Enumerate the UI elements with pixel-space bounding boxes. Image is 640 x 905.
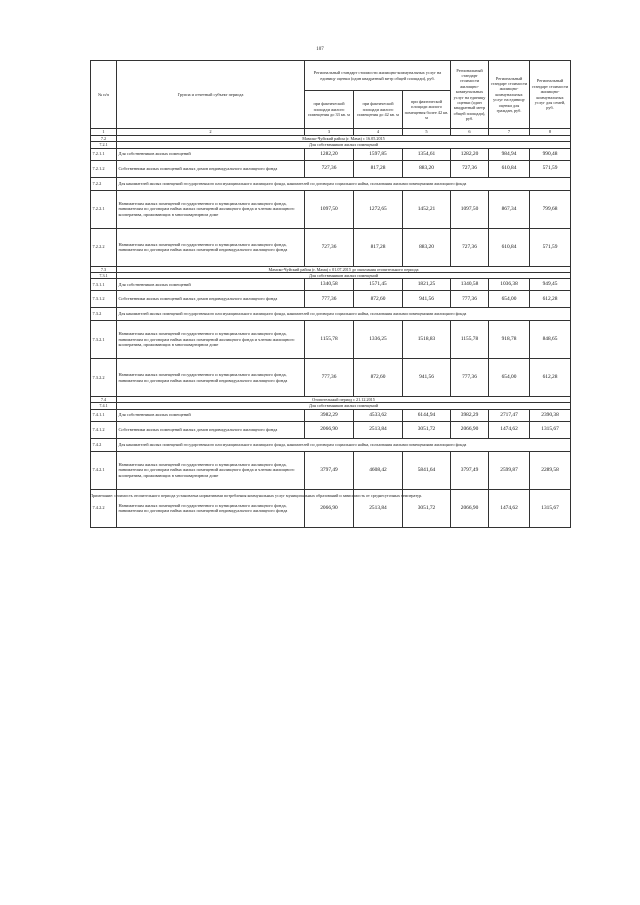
- row-value: 2066,90: [451, 489, 489, 527]
- col-number: 3: [305, 129, 354, 136]
- table-row: [91, 190, 571, 228]
- row-value: 1282,20: [305, 148, 354, 160]
- row-number: 7.3.1.2: [91, 291, 117, 308]
- row-number: 7.2.1.2: [91, 160, 117, 177]
- footnote: Примечание: стоимость отопительного периода установлена нормативами потребления коммунальных услуг муниципальных образований и зависимость от среднесуточных температур.: [90, 493, 423, 498]
- row-number: 7.3.2.2: [91, 359, 117, 397]
- table-row: [91, 451, 571, 489]
- row-number: 7.3.1.1: [91, 279, 117, 291]
- row-number: 7.3.2: [91, 308, 117, 321]
- row-value: 984,94: [489, 148, 530, 160]
- row-description: Нанимателям жилых помещений государственного и муниципального жилищного фонда, нанимателям по договорам найма жилых помещений жилищного фонда и членам жилищного кооператива, проживающих в многоквартирном доме: [117, 321, 305, 359]
- row-number: 7.4.1.1: [91, 409, 117, 421]
- row-number: 7.2: [91, 136, 117, 142]
- column-number-row: [91, 129, 571, 136]
- row-description: Собственники жилых помещений жилых домов индивидуального жилищного фонда: [117, 291, 305, 308]
- row-description: Для собственников жилых помещений: [117, 409, 305, 421]
- row-value: 1036,38: [489, 279, 530, 291]
- row-description: Нанимателям жилых помещений государственного и муниципального жилищного фонда, нанимателям по договорам найма жилых помещений жилищного фонда и членам жилищного кооператива, проживающих в многоквартирном доме: [117, 451, 305, 489]
- row-value: 777,36: [305, 359, 354, 397]
- row-number: 7.3: [91, 266, 117, 272]
- row-value: 883,20: [403, 160, 451, 177]
- header-num: № п/п: [91, 61, 117, 129]
- row-value: 2513,84: [354, 489, 403, 527]
- section-title: Для собственников жилых помещений: [117, 142, 571, 148]
- row-value: 3797,49: [451, 451, 489, 489]
- row-number: 7.2.1: [91, 142, 117, 148]
- row-value: 777,36: [305, 291, 354, 308]
- row-value: 1597,85: [354, 148, 403, 160]
- row-value: 1821,25: [403, 279, 451, 291]
- row-value: 2390,38: [530, 409, 571, 421]
- header-group: Группа и отчетный субъект периода: [117, 61, 305, 129]
- row-value: 872,60: [354, 359, 403, 397]
- row-value: 727,36: [305, 160, 354, 177]
- section-title: Для собственников жилых помещений: [117, 272, 571, 278]
- row-value: 990,48: [530, 148, 571, 160]
- header-regional-standard: Региональный стандарт стоимости жилищно-коммунальных услуг на единицу оценки (один квадратный метр общей площади), руб.: [305, 61, 451, 91]
- regional-standard-table: [90, 60, 570, 528]
- row-value: 777,36: [451, 291, 489, 308]
- row-value: 1354,61: [403, 148, 451, 160]
- row-number: 7.4.1: [91, 403, 117, 409]
- row-description: Нанимателям жилых помещений государственного и муниципального жилищного фонда, нанимателям по договорам найма жилых помещений индивидуального жилищного фонда: [117, 489, 305, 527]
- row-value: 872,60: [354, 291, 403, 308]
- row-number: 7.4.2.2: [91, 489, 117, 527]
- row-value: 1474,62: [489, 421, 530, 438]
- col-number: 1: [91, 129, 117, 136]
- row-description: Нанимателям жилых помещений государственного и муниципального жилищного фонда, нанимателям по договорам найма жилых помещений жилищного фонда и членам жилищного кооператива, проживающих в многоквартирном доме: [117, 190, 305, 228]
- row-value: 1315,67: [530, 489, 571, 527]
- row-description: Для собственников жилых помещений: [117, 279, 305, 291]
- section-title: Для собственников жилых помещений: [117, 403, 571, 409]
- row-value: 2066,90: [305, 489, 354, 527]
- header-sub-a: при фактической площади жилого помещения до 33 кв. м: [305, 91, 354, 129]
- subsection-title: Для нанимателей жилых помещений государственного или муниципального жилищного фонда, нанимателей по договорам социального найма, пользования жилыми помещениями жилищного фонда: [117, 438, 571, 451]
- table-row: [91, 359, 571, 397]
- row-number: 7.4.2.1: [91, 451, 117, 489]
- row-value: 2066,90: [451, 421, 489, 438]
- section-title: Отопительный период с 21.12.2015: [117, 397, 571, 403]
- row-number: 7.2.2: [91, 177, 117, 190]
- row-value: 2513,84: [354, 421, 403, 438]
- table-row: [91, 291, 571, 308]
- row-value: 817,28: [354, 160, 403, 177]
- row-value: 3982,29: [305, 409, 354, 421]
- row-value: 1097,50: [451, 190, 489, 228]
- row-value: 654,00: [489, 359, 530, 397]
- row-value: 918,78: [489, 321, 530, 359]
- subsection-row: [91, 308, 571, 321]
- subsection-row: [91, 438, 571, 451]
- row-value: 1336,25: [354, 321, 403, 359]
- row-value: 3797,49: [305, 451, 354, 489]
- row-value: 1452,21: [403, 190, 451, 228]
- row-description: Собственники жилых помещений жилых домов индивидуального жилищного фонда: [117, 160, 305, 177]
- header-col-6: Региональный стандарт стоимости жилищно-коммунальных услуг на единицу оценки (один квадратный метр общей площади), руб.: [451, 61, 489, 129]
- table-row: [91, 228, 571, 266]
- row-value: 610,84: [489, 228, 530, 266]
- row-number: 7.2.1.1: [91, 148, 117, 160]
- col-number: 6: [451, 129, 489, 136]
- row-value: 1315,67: [530, 421, 571, 438]
- row-value: 3982,29: [451, 409, 489, 421]
- col-number: 5: [403, 129, 451, 136]
- row-value: 799,68: [530, 190, 571, 228]
- row-number: 7.3.2.1: [91, 321, 117, 359]
- row-value: 2066,90: [305, 421, 354, 438]
- row-value: 612,28: [530, 291, 571, 308]
- row-value: 777,36: [451, 359, 489, 397]
- row-value: 1340,58: [451, 279, 489, 291]
- row-number: 7.4.2: [91, 438, 117, 451]
- row-value: 1155,78: [451, 321, 489, 359]
- table-row: [91, 321, 571, 359]
- page-number: 107: [316, 47, 324, 52]
- row-number: 7.2.2.2: [91, 228, 117, 266]
- table-row: [91, 421, 571, 438]
- row-value: 2289,58: [530, 451, 571, 489]
- row-number: 7.2.2.1: [91, 190, 117, 228]
- row-value: 1282,20: [451, 148, 489, 160]
- subsection-title: Для нанимателей жилых помещений государственного или муниципального жилищного фонда, нанимателей по договорам социального найма, пользования жилыми помещениями жилищного фонда: [117, 308, 571, 321]
- col-number: 2: [117, 129, 305, 136]
- row-value: 941,56: [403, 359, 451, 397]
- header-sub-c: при фактической площади жилого помещения более 42 кв. м: [403, 91, 451, 129]
- row-value: 571,59: [530, 160, 571, 177]
- row-value: 2599,87: [489, 451, 530, 489]
- row-value: 1571,45: [354, 279, 403, 291]
- row-value: 727,36: [451, 160, 489, 177]
- subsection-row: [91, 177, 571, 190]
- row-description: Нанимателям жилых помещений государственного и муниципального жилищного фонда, нанимателям по договорам найма жилых помещений индивидуального жилищного фонда: [117, 359, 305, 397]
- section-title: Мамско-Чуйский район (г. Мама) с 01.07.2015 до окончания отопительного периода: [117, 266, 571, 272]
- table-row: [91, 160, 571, 177]
- row-value: 610,84: [489, 160, 530, 177]
- table-row: [91, 409, 571, 421]
- table-body: [91, 136, 571, 528]
- row-value: 1518,83: [403, 321, 451, 359]
- table-row: [91, 279, 571, 291]
- row-value: 4533,62: [354, 409, 403, 421]
- row-value: 3051,72: [403, 489, 451, 527]
- col-number: 8: [530, 129, 571, 136]
- row-value: 1097,50: [305, 190, 354, 228]
- row-value: 2717,47: [489, 409, 530, 421]
- row-value: 1272,65: [354, 190, 403, 228]
- row-value: 612,28: [530, 359, 571, 397]
- row-number: 7.4.1.2: [91, 421, 117, 438]
- header-col-8: Региональный стандарт стоимости жилищно-коммунальных услуг для семей, руб.: [530, 61, 571, 129]
- row-description: Нанимателям жилых помещений государственного и муниципального жилищного фонда, нанимателям по договорам найма жилых помещений индивидуального жилищного фонда: [117, 228, 305, 266]
- row-value: 848,65: [530, 321, 571, 359]
- row-description: Собственники жилых помещений жилых домов индивидуального жилищного фонда: [117, 421, 305, 438]
- row-value: 941,56: [403, 291, 451, 308]
- row-number: 7.4: [91, 397, 117, 403]
- row-value: 3051,72: [403, 421, 451, 438]
- table-row: [91, 148, 571, 160]
- row-value: 1155,78: [305, 321, 354, 359]
- row-value: 867,34: [489, 190, 530, 228]
- section-title: Мамско-Чуйский район (г. Мама) с 16.05.2015: [117, 136, 571, 142]
- col-number: 4: [354, 129, 403, 136]
- header-col-7: Региональный стандарт стоимости жилищно-коммунальных услуг на единицу оценки для граждан, руб.: [489, 61, 530, 129]
- row-value: 4608,42: [354, 451, 403, 489]
- subsection-title: Для нанимателей жилых помещений государственного или муниципального жилищного фонда, нанимателей по договорам социального найма, пользования жилыми помещениями жилищного фонда: [117, 177, 571, 190]
- row-value: 5841,64: [403, 451, 451, 489]
- row-value: 949,45: [530, 279, 571, 291]
- row-value: 654,00: [489, 291, 530, 308]
- row-number: 7.3.1: [91, 272, 117, 278]
- row-value: 1340,58: [305, 279, 354, 291]
- row-description: Для собственников жилых помещений: [117, 148, 305, 160]
- row-value: 727,36: [305, 228, 354, 266]
- header-sub-b: при фактической площади жилого помещения до 42 кв. м: [354, 91, 403, 129]
- row-value: 727,36: [451, 228, 489, 266]
- row-value: 817,28: [354, 228, 403, 266]
- row-value: 883,20: [403, 228, 451, 266]
- row-value: 6144,94: [403, 409, 451, 421]
- row-value: 571,59: [530, 228, 571, 266]
- row-value: 1474,62: [489, 489, 530, 527]
- col-number: 7: [489, 129, 530, 136]
